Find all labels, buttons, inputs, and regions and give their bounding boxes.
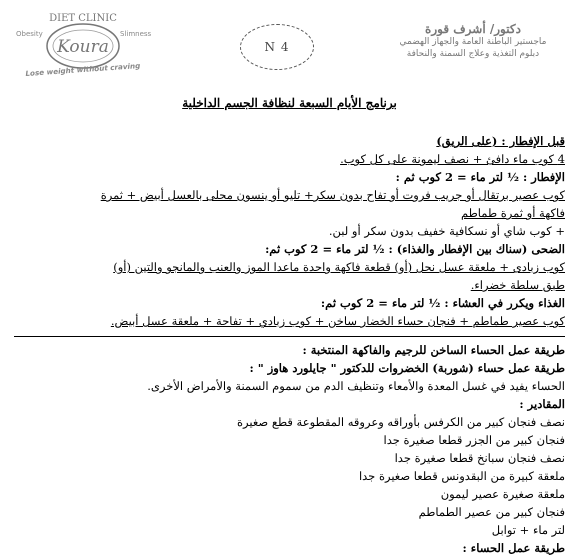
section-divider xyxy=(14,336,565,337)
ingredient-item: ملعقة كبيرة من البقدونس قطعا صغيرة جدا xyxy=(358,469,565,483)
lunch-heading: الغذاء ويكرر في العشاء : ½ لتر ماء = 2 كوب ثم: xyxy=(320,296,565,310)
diet-clinic-logo xyxy=(8,8,158,78)
page-number-badge: N 4 xyxy=(240,24,314,70)
doctor-title-1: ماجستير الباطنة العامة والجهاز الهضمي xyxy=(399,37,547,47)
ingredient-item: لتر ماء + توابل xyxy=(491,523,565,537)
ingredient-item: ملعقة صغيرة عصير ليمون xyxy=(440,487,565,501)
ingredient-item: نصف فنجان كبير من الكرفس بأوراقه وعروقه المقطوعة قطع صغيرة xyxy=(237,415,565,429)
ingredients-heading: المقادير : xyxy=(519,397,565,411)
breakfast-line-2: فاكهة أو ثمرة طماطم xyxy=(461,206,565,220)
logo-top-text: DIET CLINIC xyxy=(49,13,117,24)
logo-right-word: Slimness xyxy=(120,30,152,38)
soup-intro: الحساء يفيد في غسل المعدة والأمعاء وتنظيف الدم من سموم السمنة والأمراض الأخرى. xyxy=(147,379,565,393)
logo-graphic xyxy=(8,8,158,78)
ingredient-item: فنجان كبير من الجزر قطعا صغيرة جدا xyxy=(383,433,565,447)
lunch-line: كوب عصير طماطم + فنجان حساء الخضار ساخن + كوب زبادي + تفاحة + ملعقة عسل أبيض. xyxy=(110,314,565,328)
snack-line-2: طبق سلطة خضراء. xyxy=(470,278,565,292)
doctor-title-2: دبلوم التغذية وعلاج السمنة والنحافة xyxy=(406,49,540,59)
breakfast-line-3: + كوب شاي أو نسكافية خفيف بدون سكر أو لبن. xyxy=(328,224,565,238)
ingredient-item: نصف فنجان سبانخ قطعا صغيرة جدا xyxy=(394,451,565,465)
doctor-name: دكتور/ أشرف قورة xyxy=(425,22,521,36)
snack-heading: الضحى (سناك بين الإفطار والغذاء) : ½ لتر ماء = 2 كوب ثم: xyxy=(265,242,565,256)
before-breakfast-text: 4 كوب ماء دافئ + نصف ليمونة على كل كوب. xyxy=(340,152,565,166)
breakfast-heading: الإفطار : ½ لتر ماء = 2 كوب ثم : xyxy=(395,170,565,184)
document-title: برنامج الأيام السبعة لنظافة الجسم الداخلية xyxy=(182,96,397,110)
breakfast-line-1: كوب عصير برتقال أو جريب فروت أو تفاح بدون سكر+ تليو أو ينسون محلى بالعسل أبيض + ثمرة xyxy=(100,188,565,202)
cutoff-heading: طريقة عمل الحساء : xyxy=(462,541,565,555)
logo-left-word: Obesity xyxy=(16,30,43,38)
document-body xyxy=(14,96,565,557)
snack-line-1: كوب زبادى + ملعقة عسل نحل (أو) قطعة فاكهة واحدة ماعدا الموز والعنب والمانجو والتين (أو) xyxy=(113,260,565,274)
method-heading: طريقة عمل الحساء الساخن للرجيم والفاكهة المنتخبة : xyxy=(302,343,565,357)
before-breakfast-heading: قبل الإفطار : (على الريق) xyxy=(436,134,565,148)
logo-brand: Koura xyxy=(57,37,109,57)
page-header xyxy=(0,0,579,92)
soup-heading: طريقة عمل حساء (شوربة) الخضروات للدكتور " جايلورد هاوز " : xyxy=(249,361,565,375)
logo-tagline: Lose weight without craving xyxy=(25,61,141,78)
ingredient-item: فنجان كبير من عصير الطماطم xyxy=(418,505,565,519)
doctor-info xyxy=(383,22,563,60)
